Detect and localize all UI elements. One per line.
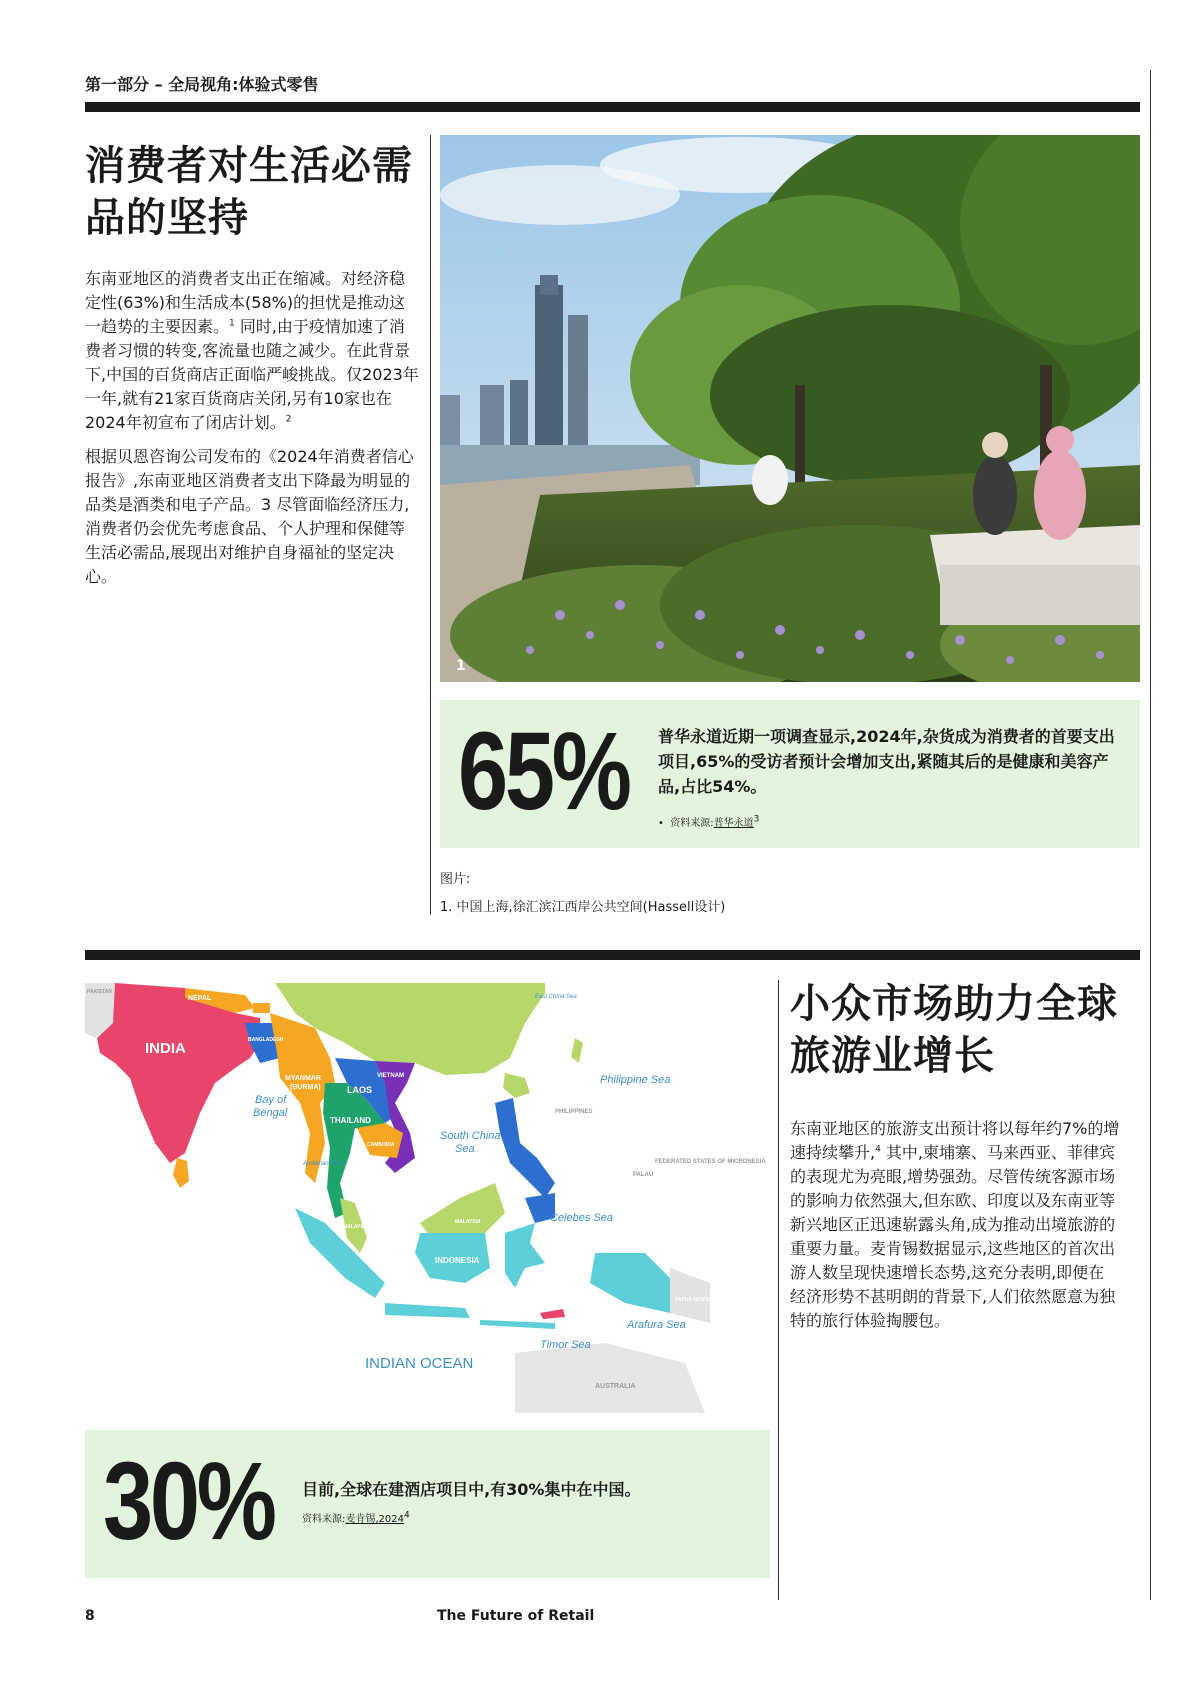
section1-body bbox=[85, 267, 420, 599]
svg-text:LAOS: LAOS bbox=[347, 1085, 373, 1095]
svg-text:THAILAND: THAILAND bbox=[330, 1116, 371, 1125]
svg-text:BANGLADESH: BANGLADESH bbox=[248, 1037, 284, 1043]
source-link-mckinsey[interactable]: 麦肯锡,2024 bbox=[345, 1514, 405, 1525]
photo-number: 1 bbox=[456, 658, 466, 674]
svg-text:PHILIPPINES: PHILIPPINES bbox=[555, 1109, 593, 1115]
svg-text:Bengal: Bengal bbox=[253, 1107, 288, 1119]
svg-text:VIETNAM: VIETNAM bbox=[377, 1073, 404, 1079]
page-number: 8 bbox=[85, 1608, 95, 1624]
section1-paragraph-1: 东南亚地区的消费者支出正在缩减。对经济稳定性(63%)和生活成本(58%)的担忧是推动这一趋势的主要因素。$^1$ 同时,由于疫情加速了消费者习惯的转变,客流量也随之减少。在此背景下,中国的百货商店正面临严峻挑战。仅2023年一年,就有21家百货商店关闭,另有10家也在2024年初宣布了闭店计划。$^2$ bbox=[85, 269, 419, 432]
stat-value-65: 65% bbox=[458, 710, 629, 833]
section2-paragraph-1: 东南亚地区的旅游支出预计将以每年约7%的增速持续攀升,$^4$ 其中,柬埔寨、马来西亚、菲律宾的表现尤为亮眼,增势强劲。尽管传统客源市场的影响力依然强大,但东欧、印度以及东南亚等新兴地区正迅速崭露头角,成为推动出境旅游的重要力量。麦肯锡数据显示,这些地区的首次出游人数呈现快速增长态势,这充分表明,即便在经济形势不甚明朗的背景下,人们依然愿意为独特的旅行体验掏腰包。 bbox=[790, 1119, 1120, 1330]
svg-text:PALAU: PALAU bbox=[633, 1172, 654, 1178]
footer-title: The Future of Retail bbox=[437, 1608, 595, 1624]
stat-source-30: 资料来源:麦肯锡,2024$^4$ bbox=[302, 1510, 410, 1525]
svg-text:PAKISTAN: PAKISTAN bbox=[87, 989, 112, 995]
section2-title: 小众市场助力全球 旅游业增长 bbox=[790, 981, 1118, 1079]
svg-text:AUSTRALIA: AUSTRALIA bbox=[595, 1383, 636, 1390]
section-label: 第一部分 – 全局视角:体验式零售 bbox=[85, 75, 319, 94]
map-label-india: INDIA bbox=[145, 1040, 186, 1057]
stat-value-30: 30% bbox=[103, 1440, 274, 1563]
svg-text:East China Sea: East China Sea bbox=[535, 994, 577, 1000]
source-link-pwc[interactable]: 普华永道 bbox=[713, 818, 754, 829]
section1-divider bbox=[430, 135, 431, 915]
svg-text:INDONESIA: INDONESIA bbox=[435, 1256, 480, 1265]
svg-text:MALAYSIA: MALAYSIA bbox=[343, 1224, 369, 1230]
svg-text:CAMBODIA: CAMBODIA bbox=[367, 1142, 395, 1148]
svg-text:Philippine Sea: Philippine Sea bbox=[600, 1074, 671, 1086]
svg-text:Timor Sea: Timor Sea bbox=[540, 1339, 591, 1351]
stat-text-30: 目前,全球在建酒店项目中,有30%集中在中国。 bbox=[302, 1480, 641, 1499]
park-photo bbox=[440, 135, 1140, 682]
svg-text:Celebes Sea: Celebes Sea bbox=[550, 1212, 613, 1224]
svg-text:FEDERATED STATES OF MICRONESIA: FEDERATED STATES OF MICRONESIA bbox=[655, 1159, 766, 1165]
svg-text:(BURMA): (BURMA) bbox=[290, 1084, 321, 1091]
stat-source-65: • 资料来源:普华永道$^3$ bbox=[658, 814, 760, 829]
map-label-indian-ocean: INDIAN OCEAN bbox=[365, 1355, 474, 1372]
section2-body bbox=[790, 1117, 1120, 1343]
section1-title: 消费者对生活必需 品的坚持 bbox=[85, 143, 413, 241]
stat-text-65: 普华永道近期一项调查显示,2024年,杂货成为消费者的首要支出项目,65%的受访者预计会增加支出,紧随其后的是健康和美容产品,占比54%。 bbox=[658, 727, 1115, 796]
svg-text:Bay of: Bay of bbox=[255, 1094, 287, 1106]
svg-text:PAPUA NEW GUINEA: PAPUA NEW GUINEA bbox=[675, 1297, 726, 1303]
svg-text:Andaman Sea: Andaman Sea bbox=[303, 1161, 342, 1167]
svg-text:Sea: Sea bbox=[455, 1143, 475, 1155]
southeast-asia-map bbox=[85, 983, 770, 1413]
park-photo-illustration bbox=[440, 135, 1140, 682]
right-margin-line bbox=[1150, 70, 1151, 1600]
svg-text:South China: South China bbox=[440, 1130, 501, 1142]
middle-rule bbox=[85, 950, 1140, 960]
svg-text:MALAYSIA: MALAYSIA bbox=[455, 1219, 481, 1225]
svg-text:Arafura Sea: Arafura Sea bbox=[627, 1319, 686, 1331]
caption-label: 图片: bbox=[440, 872, 471, 887]
svg-text:MYANMAR: MYANMAR bbox=[285, 1075, 321, 1082]
section1-paragraph-2: 根据贝恩咨询公司发布的《2024年消费者信心报告》,东南亚地区消费者支出下降最为明显的品类是酒类和电子产品。3 尽管面临经济压力,消费者仍会优先考虑食品、个人护理和保健等生活必需品,展现出对维护自身福祉的坚定决心。 bbox=[85, 447, 414, 586]
section2-divider bbox=[778, 980, 779, 1600]
top-rule bbox=[85, 102, 1140, 112]
caption-text: 1. 中国上海,徐汇滨江西岸公共空间(Hassell设计) bbox=[440, 900, 726, 915]
svg-text:NEPAL: NEPAL bbox=[188, 995, 212, 1002]
